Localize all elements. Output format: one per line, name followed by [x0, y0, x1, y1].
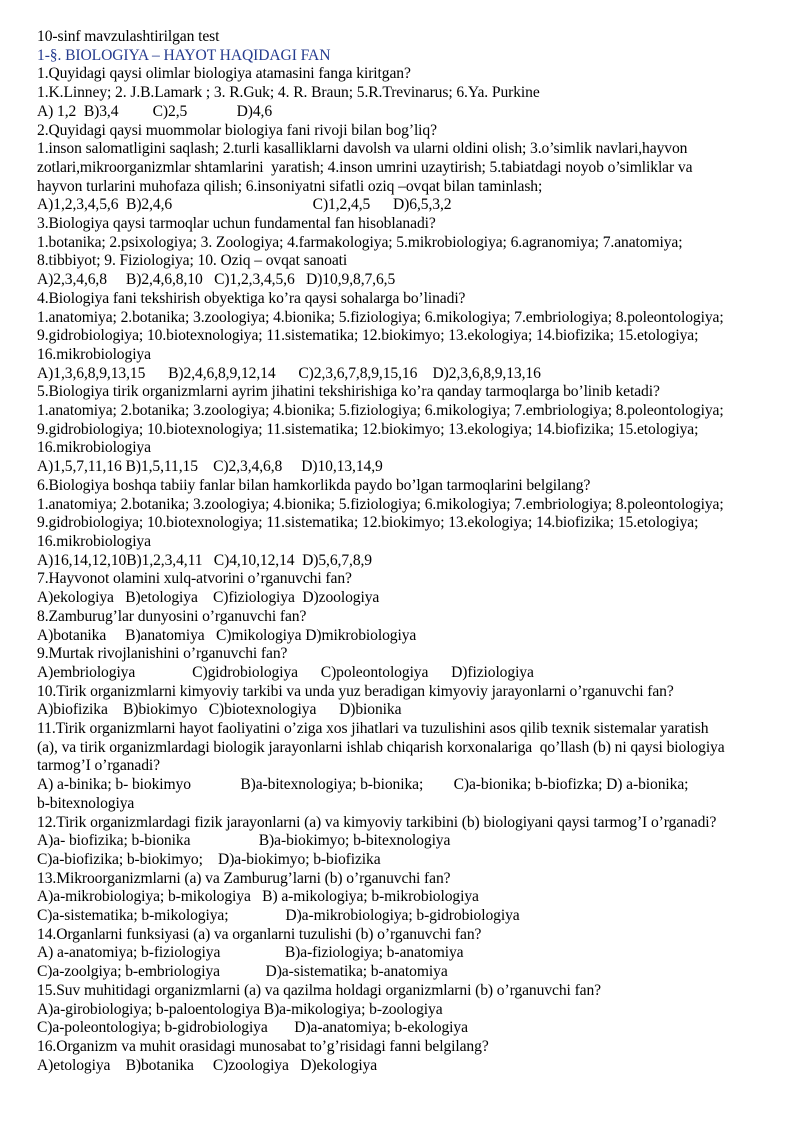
answer-options-line: A)ekologiya B)etologiya C)fiziologiya D)zoologiya [37, 589, 380, 607]
answer-options-line: C)a-zoolgiya; b-embriologiya D)a-sistematika; b-anatomiya [37, 963, 448, 981]
question-line: 11.Tirik organizmlarni hayot faoliyatini o’ziga xos jihatlari va tuzulishini asos qilib texnik sistemalar yaratish [37, 720, 709, 738]
answer-options-line: A)a- biofizika; b-bionika B)a-biokimyo; b-bitexnologiya [37, 832, 451, 850]
item-list-line: 1.anatomiya; 2.botanika; 3.zoologiya; 4.bionika; 5.fiziologiya; 6.mikologiya; 7.embriologiya; 8.poleontologiya; [37, 308, 724, 326]
question-line: 7.Hayvonot olamini xulq-atvorini o’rganuvchi fan? [37, 570, 352, 588]
question-line: 12.Tirik organizmlardagi fizik jarayonlarni (a) va kimyoviy tarkibini (b) biologiyani qaysi tarmog’I o’rganadi? [37, 813, 717, 831]
answer-options-line: A)botanika B)anatomiya C)mikologiya D)mikrobiologiya [37, 626, 417, 644]
question-line: 13.Mikroorganizmlarni (a) va Zamburug’larni (b) o’rganuvchi fan? [37, 869, 451, 887]
answer-options-line: A)1,3,6,8,9,13,15 B)2,4,6,8,9,12,14 C)2,3,6,7,8,9,15,16 D)2,3,6,8,9,13,16 [37, 364, 541, 382]
item-list-line: hayvon turlarini muhofaza qilish; 6.insoniyatni sifatli oziq –ovqat bilan taminlash; [37, 177, 543, 195]
answer-options-line: C)a-poleontologiya; b-gidrobiologiya D)a-anatomiya; b-ekologiya [37, 1019, 468, 1037]
section-heading: 1-§. BIOLOGIYA – HAYOT HAQIDAGI FAN [37, 46, 331, 64]
answer-options-line: A)2,3,4,6,8 B)2,4,6,8,10 C)1,2,3,4,5,6 D)10,9,8,7,6,5 [37, 271, 396, 289]
answer-options-line: A) a-binika; b- biokimyo B)a-bitexnologiya; b-bionika; C)a-bionika; b-biofizka; D) a-bionika; [37, 776, 689, 794]
document-title: 10-sinf mavzulashtirilgan test [37, 28, 220, 45]
question-line: tarmog’I o’rganadi? [37, 757, 160, 775]
item-list-line: zotlari,mikroorganizmlar shtamlarini yaratish; 4.inson umrini uzaytirish; 5.tabiatdagi noyob o’simliklar va [37, 158, 693, 176]
item-list-line: 1.anatomiya; 2.botanika; 3.zoologiya; 4.bionika; 5.fiziologiya; 6.mikologiya; 7.embriologiya; 8.poleontologiya; [37, 402, 724, 420]
answer-options-line: A)1,5,7,11,16 B)1,5,11,15 C)2,3,4,6,8 D)10,13,14,9 [37, 458, 383, 476]
answer-options-line: A) 1,2 B)3,4 C)2,5 D)4,6 [37, 102, 273, 120]
item-list-line: 1.K.Linney; 2. J.B.Lamark ; 3. R.Guk; 4. R. Braun; 5.R.Trevinarus; 6.Ya. Purkine [37, 84, 540, 102]
answer-options-line: A)etologiya B)botanika C)zoologiya D)ekologiya [37, 1056, 378, 1074]
question-line: 6.Biologiya boshqa tabiiy fanlar bilan hamkorlikda paydo bo’lgan tarmoqlarini belgilang? [37, 476, 591, 494]
answer-options-line: A)biofizika B)biokimyo C)biotexnologiya D)bionika [37, 701, 402, 719]
answer-options-line: A)16,14,12,10B)1,2,3,4,11 C)4,10,12,14 D)5,6,7,8,9 [37, 551, 373, 569]
answer-options-line: b-bitexnologiya [37, 794, 135, 812]
answer-options-line: A)a-girobiologiya; b-paloentologiya B)a-mikologiya; b-zoologiya [37, 1000, 443, 1018]
item-list-line: 16.mikrobiologiya [37, 439, 151, 457]
answer-options-line: C)a-biofizika; b-biokimyo; D)a-biokimyo; b-biofizika [37, 850, 381, 868]
question-line: 10.Tirik organizmlarni kimyoviy tarkibi va unda yuz beradigan kimyoviy jarayonlarni o’rganuvchi fan? [37, 682, 674, 700]
answer-options-line: A)embriologiya C)gidrobiologiya C)poleontologiya D)fiziologiya [37, 663, 534, 681]
question-line: 3.Biologiya qaysi tarmoqlar uchun fundamental fan hisoblanadi? [37, 215, 436, 233]
question-line: 15.Suv muhitidagi organizmlarni (a) va qazilma holdagi organizmlarni (b) o’rganuvchi fan? [37, 981, 602, 999]
item-list-line: 9.gidrobiologiya; 10.biotexnologiya; 11.sistematika; 12.biokimyo; 13.ekologiya; 14.biofizika; 15.etologiya; [37, 327, 699, 345]
answer-options-line: A)a-mikrobiologiya; b-mikologiya B) a-mikologiya; b-mikrobiologiya [37, 888, 479, 906]
question-line: (a), va tirik organizmlardagi biologik jarayonlarni ishlab chiqarish korxonalariga qo’llash (b) ni qaysi biologiya [37, 738, 725, 756]
item-list-line: 16.mikrobiologiya [37, 345, 151, 363]
item-list-line: 8.tibbiyot; 9. Fiziologiya; 10. Oziq – ovqat sanoati [37, 252, 348, 270]
question-line: 9.Murtak rivojlanishini o’rganuvchi fan? [37, 645, 288, 663]
question-line: 2.Quyidagi qaysi muommolar biologiya fani rivoji bilan bog’liq? [37, 121, 437, 139]
question-line: 4.Biologiya fani tekshirish obyektiga ko’ra qaysi sohalarga bo’linadi? [37, 289, 466, 307]
item-list-line: 1.inson salomatligini saqlash; 2.turli kasalliklarni davolsh va ularni oldini olish; 3.o’simlik navlari,hayvon [37, 140, 688, 158]
question-line: 8.Zamburug’lar dunyosini o’rganuvchi fan? [37, 607, 307, 625]
answer-options-line: C)a-sistematika; b-mikologiya; D)a-mikrobiologiya; b-gidrobiologiya [37, 907, 520, 925]
document-body [37, 28, 790, 1075]
item-list-line: 9.gidrobiologiya; 10.biotexnologiya; 11.sistematika; 12.biokimyo; 13.ekologiya; 14.biofizika; 15.etologiya; [37, 420, 699, 438]
item-list-line: 1.botanika; 2.psixologiya; 3. Zoologiya; 4.farmakologiya; 5.mikrobiologiya; 6.agranomiya; 7.anatomiya; [37, 233, 683, 251]
item-list-line: 16.mikrobiologiya [37, 532, 151, 550]
answer-options-line: A) a-anatomiya; b-fiziologiya B)a-fiziologiya; b-anatomiya [37, 944, 464, 962]
question-line: 14.Organlarni funksiyasi (a) va organlarni tuzulishi (b) o’rganuvchi fan? [37, 925, 482, 943]
question-line: 1.Quyidagi qaysi olimlar biologiya atamasini fanga kiritgan? [37, 65, 411, 83]
question-line: 16.Organizm va muhit orasidagi munosabat to’g’risidagi fanni belgilang? [37, 1037, 489, 1055]
item-list-line: 9.gidrobiologiya; 10.biotexnologiya; 11.sistematika; 12.biokimyo; 13.ekologiya; 14.biofizika; 15.etologiya; [37, 514, 699, 532]
item-list-line: 1.anatomiya; 2.botanika; 3.zoologiya; 4.bionika; 5.fiziologiya; 6.mikologiya; 7.embriologiya; 8.poleontologiya; [37, 495, 724, 513]
question-line: 5.Biologiya tirik organizmlarni ayrim jihatini tekshirishiga ko’ra qanday tarmoqlarga bo’linib ketadi? [37, 383, 660, 401]
answer-options-line: A)1,2,3,4,5,6 B)2,4,6 C)1,2,4,5 D)6,5,3,2 [37, 196, 452, 214]
